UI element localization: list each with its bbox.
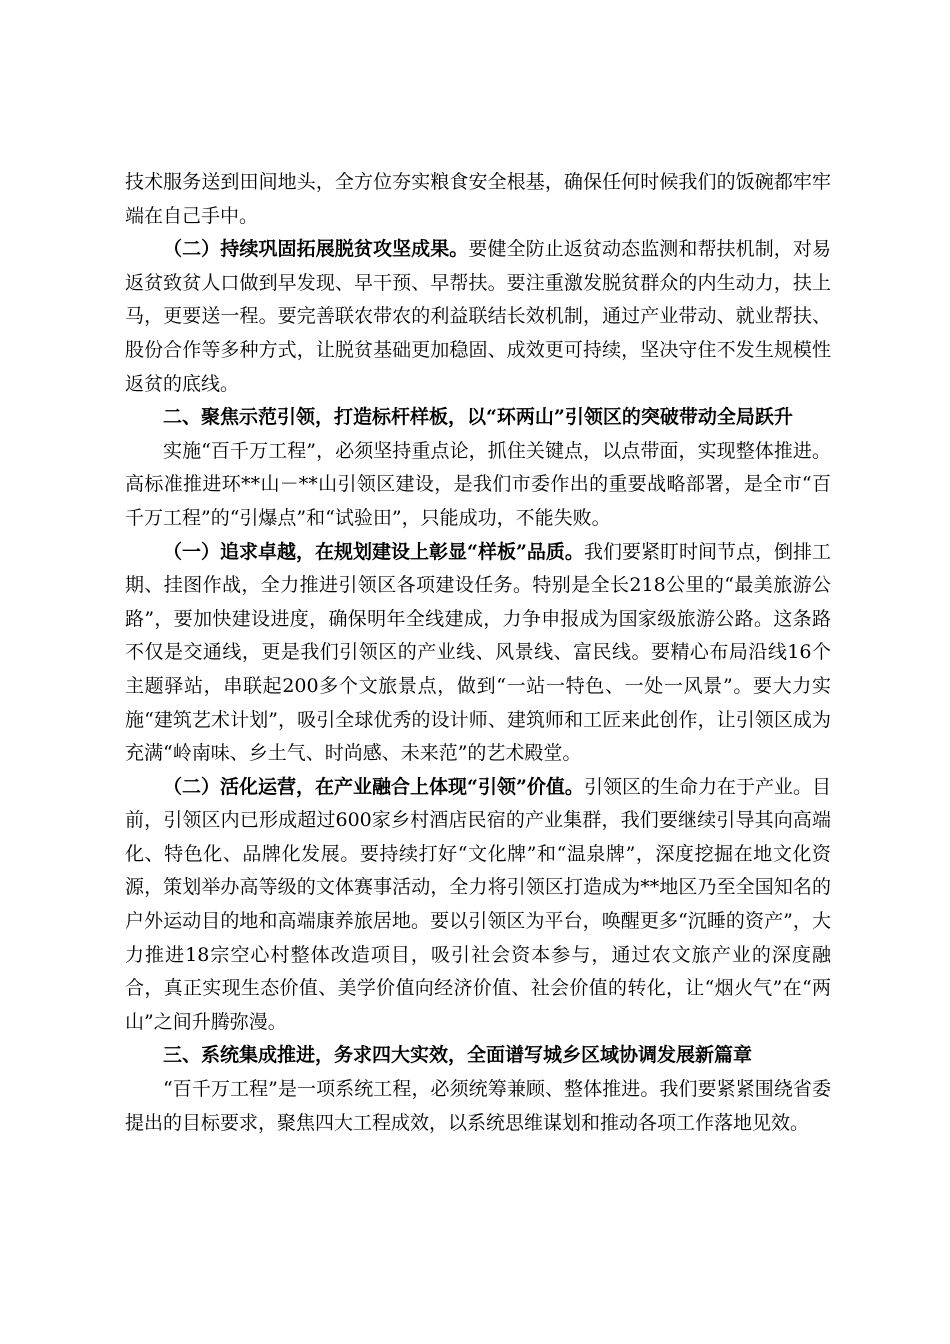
document-page — [125, 166, 831, 1140]
paragraph-poverty-body: 要健全防止返贫动态监测和帮扶机制，对易返贫致贫人口做到早发现、早干预、早帮扶。要注重激发脱贫群众的内生动力，扶上马，更要送一程。要完善联农带农的利益联结长效机制，通过产业带动、就业帮扶、股份合作等多种方式，让脱贫基础更加稳固、成效更可持续，坚决守住不发生规模性返贫的底线。 — [125, 238, 831, 395]
subsection-title-operation: （二）活化运营，在产业融合上体现“引领”价值。 — [163, 775, 584, 798]
subsection-title-poverty: （二）持续巩固拓展脱贫攻坚成果。 — [163, 238, 469, 261]
paragraph-intro-3: “百千万工程”是一项系统工程，必须统筹兼顾、整体推进。我们要紧紧围绕省委提出的目标要求，聚焦四大工程成效，以系统思维谋划和推动各项工作落地见效。 — [125, 1078, 831, 1134]
paragraph-continuation: 技术服务送到田间地头，全方位夯实粮食安全根基，确保任何时候我们的饭碗都牢牢端在自己手中。 — [125, 171, 831, 227]
subsection-title-planning: （一）追求卓越，在规划建设上彰显“样板”品质。 — [163, 540, 584, 563]
paragraph-operation — [125, 771, 831, 1040]
section-heading-3: 三、系统集成推进，务求四大实效，全面谱写城乡区域协调发展新篇章 — [163, 1044, 753, 1067]
section-heading-2: 二、聚焦示范引领，打造标杆样板，以“环两山”引领区的突破带动全局跃升 — [163, 406, 793, 429]
paragraph-planning-body: 我们要紧盯时间节点，倒排工期、挂图作战，全力推进引领区各项建设任务。特别是全长218公里的“最美旅游公路”，要加快建设进度，确保明年全线建成，力争申报成为国家级旅游公路。这条路不仅是交通线，更是我们引领区的产业线、风景线、富民线。要精心布局沿线16个主题驿站，串联起200多个文旅景点，做到“一站一特色、一处一风景”。要大力实施“建筑艺术计划”，吸引全球优秀的设计师、建筑师和工匠来此创作，让引领区成为充满“岭南味、乡土气、时尚感、未来范”的艺术殿堂。 — [125, 540, 831, 765]
paragraph-planning — [125, 536, 831, 771]
paragraph-operation-body: 引领区的生命力在于产业。目前，引领区内已形成超过600家乡村酒店民宿的产业集群，我们要继续引导其向高端化、特色化、品牌化发展。要持续打好“文化牌”和“温泉牌”，深度挖掘在地文化资源，策划举办高等级的文体赛事活动，全力将引领区打造成为**地区乃至全国知名的户外运动目的地和高端康养旅居地。要以引领区为平台，唤醒更多“沉睡的资产”，大力推进18宗空心村整体改造项目，吸引社会资本参与，通过农文旅产业的深度融合，真正实现生态价值、美学价值向经济价值、社会价值的转化，让“烟火气”在“两山”之间升腾弥漫。 — [125, 775, 831, 1033]
paragraph-intro-2: 实施“百千万工程”，必须坚持重点论，抓住关键点，以点带面，实现整体推进。高标准推进环**山－**山引领区建设，是我们市委作出的重要战略部署，是全市“百千万工程”的“引爆点”和“试验田”，只能成功，不能失败。 — [125, 439, 831, 529]
paragraph-poverty — [125, 233, 831, 401]
